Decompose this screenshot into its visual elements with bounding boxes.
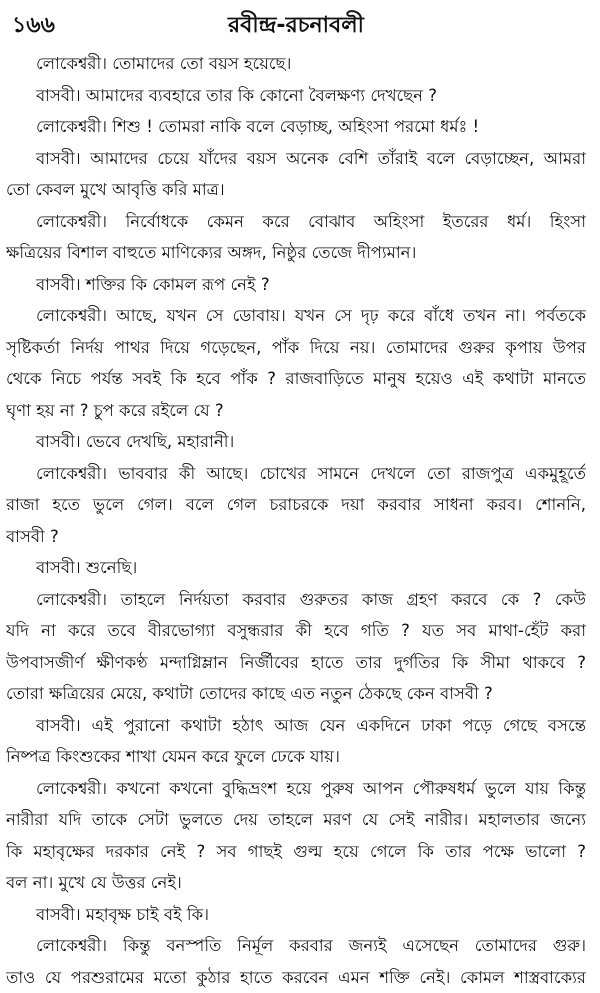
text-line: বাসবী। আমাদের ব্যবহারে তার কি কোনো বৈলক্ষণ্য দেখছেন ? (6, 80, 586, 112)
text-line: বাসবী। আমাদের চেয়ে যাঁদের বয়স অনেক বেশি তাঁরাই বলে বেড়াচ্ছেন, আমরা (6, 143, 586, 175)
text-line: ঘৃণা হয় না ? চুপ করে রইলে যে ? (6, 395, 586, 427)
text-line: রাজা হতে ভুলে গেল। বলে গেল চরাচরকে দয়া করবার সাধনা করব। শোননি, (6, 489, 586, 521)
text-line: বাসবী। এই পুরানো কথাটা হঠাৎ আজ যেন একদিনে ঢাকা পড়ে গেছে বসন্তে (6, 710, 586, 742)
text-line: কি মহাবৃক্ষের দরকার নেই ? সব গাছই গুল্ম হয়ে গেলে কি তার পক্ষে ভালো ? (6, 836, 586, 868)
text-line: উপবাসজীর্ণ ক্ষীণকণ্ঠ মন্দাগ্নিম্লান নির্জীবের হাতে তার দুর্গতির কি সীমা থাকবে ? (6, 647, 586, 679)
text-line: লোকেশ্বরী। তোমাদের তো বয়স হয়েছে। (6, 48, 586, 80)
text-line: লোকেশ্বরী। কখনো কখনো বুদ্ধিভ্রংশ হয়ে পুরুষ আপন পৌরুষধর্ম ভুলে যায় কিন্তু (6, 773, 586, 805)
text-line: তো কেবল মুখে আবৃত্তি করি মাত্র। (6, 174, 586, 206)
text-line: বাসবী ? (6, 521, 586, 553)
text-line: থেকে নিচে পর্যন্ত সবই কি হবে পাঁক ? রাজবাড়িতে মানুষ হয়েও এই কথাটা মানতে (6, 363, 586, 395)
text-line: সৃষ্টিকর্তা নির্দয় পাথর দিয়ে গড়েছেন, পাঁক দিয়ে নয়। তোমাদের গুরুর কৃপায় উপর (6, 332, 586, 364)
page-number: ১৬৬ (12, 8, 55, 45)
text-line: নারীরা যদি তাকে সেটা ভুলতে দেয় তাহলে মরণ যে সেই নারীর। মহালতার জন্যে (6, 804, 586, 836)
text-line: লোকেশ্বরী। আছে, যখন সে ডোবায়। যখন সে দৃঢ় করে বাঁধে তখন না। পর্বতকে (6, 300, 586, 332)
text-line: বাসবী। মহাবৃক্ষ চাই বই কি। (6, 899, 586, 931)
running-title: রবীন্দ্র-রচনাবলী (6, 8, 586, 45)
text-line: লোকেশ্বরী। নির্বোধকে কেমন করে বোঝাব অহিংসা ইতরের ধর্ম। হিংসা (6, 206, 586, 238)
text-line: বাসবী। শক্তির কি কোমল রূপ নেই ? (6, 269, 586, 301)
page-header (6, 6, 586, 44)
text-line: লোকেশ্বরী। তাহলে নির্দয়তা করবার গুরুতর কাজ গ্রহণ করবে কে ? কেউ (6, 584, 586, 616)
text-line: লোকেশ্বরী। শিশু ! তোমরা নাকি বলে বেড়াচ্ছ, অহিংসা পরমো ধর্মঃ ! (6, 111, 586, 143)
text-line: ক্ষত্রিয়ের বিশাল বাহুতে মাণিক্যের অঙ্গদ, নিষ্ঠুর তেজে দীপ্যমান। (6, 237, 586, 269)
page-body (6, 48, 586, 993)
text-line: তোরা ক্ষত্রিয়ের মেয়ে, কথাটা তোদের কাছে এত নতুন ঠেকছে কেন বাসবী ? (6, 678, 586, 710)
text-line: লোকেশ্বরী। কিন্তু বনস্পতি নির্মূল করবার জন্যই এসেছেন তোমাদের গুরু। (6, 930, 586, 962)
text-line: নিষ্পত্র কিংশুকের শাখা যেমন করে ফুলে ঢেকে যায়। (6, 741, 586, 773)
text-line: বাসবী। ভেবে দেখছি, মহারানী। (6, 426, 586, 458)
text-line: তাও যে পরশুরামের মতো কুঠার হাতে করবেন এমন শক্তি নেই। কোমল শাস্ত্রবাক্যের (6, 962, 586, 993)
text-line: লোকেশ্বরী। ভাববার কী আছে। চোখের সামনে দেখলে তো রাজপুত্র একমুহূর্তে (6, 458, 586, 490)
text-line: বাসবী। শুনেছি। (6, 552, 586, 584)
text-line: যদি না করে তবে বীরভোগ্যা বসুন্ধরার কী হবে গতি ? যত সব মাথা-হেঁট করা (6, 615, 586, 647)
text-line: বল না। মুখে যে উত্তর নেই। (6, 867, 586, 899)
